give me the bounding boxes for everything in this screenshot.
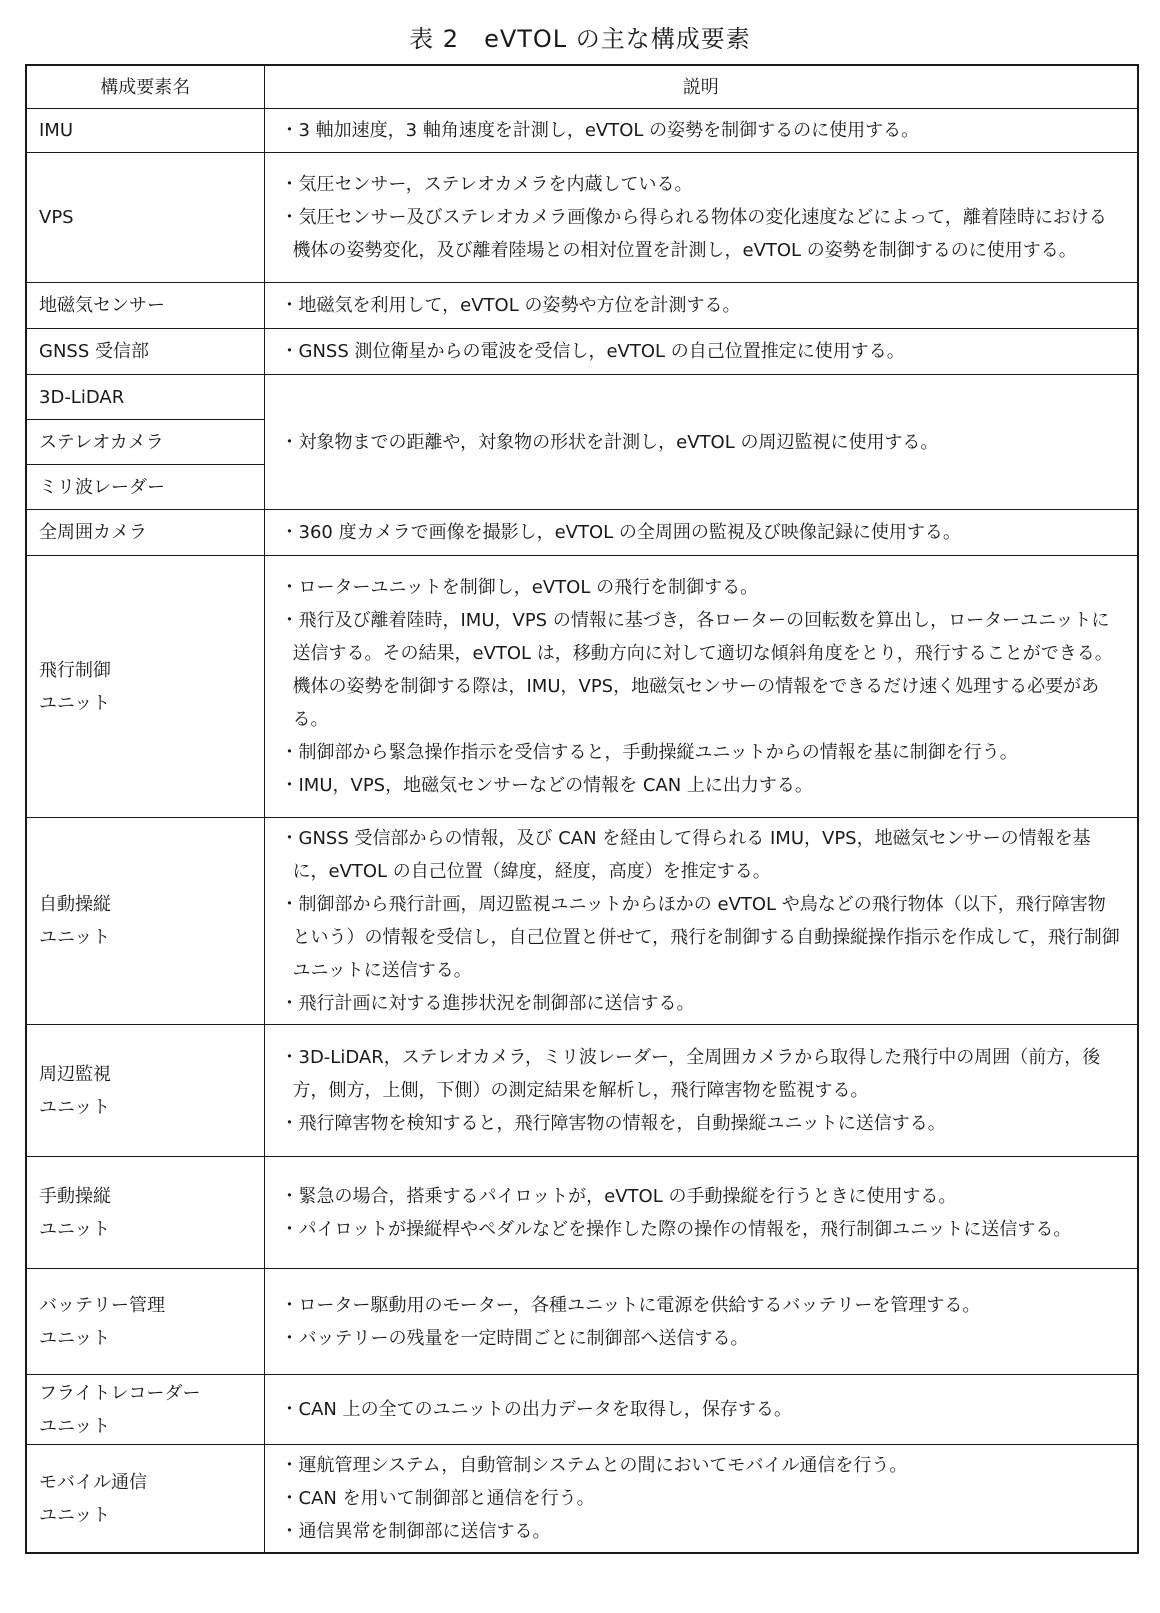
table-row — [26, 283, 1138, 329]
component-description — [264, 510, 1138, 556]
description-item: ・IMU，VPS，地磁気センサーなどの情報を CAN 上に出力する。 — [280, 775, 813, 796]
table-row — [26, 818, 1138, 1025]
description-item: ・ローター駆動用のモーター，各種ユニットに電源を供給するバッテリーを管理する。 — [280, 1294, 981, 1316]
component-name: ミリ波レーダー — [26, 465, 264, 510]
description-item: ・GNSS 測位衛星からの電波を受信し，eVTOL の自己位置推定に使用する。 — [280, 341, 905, 362]
component-description — [264, 329, 1138, 375]
table-row — [26, 556, 1138, 818]
description-item: ・通信異常を制御部に送信する。 — [280, 1521, 551, 1542]
component-description — [264, 1157, 1138, 1269]
component-name: 周辺監視 ユニット — [26, 1025, 264, 1157]
description-item: ・緊急の場合，搭乗するパイロットが，eVTOL の手動操縦を行うときに使用する。 — [280, 1185, 957, 1207]
component-description — [264, 1375, 1138, 1445]
description-item: ・3D-LiDAR，ステレオカメラ，ミリ波レーダー，全周囲カメラから取得した飛行中の周囲（前方，後方，側方，上側，下側）の測定結果を解析し，飛行障害物を監視する。 — [280, 1047, 1101, 1101]
description-item: ・制御部から緊急操作指示を受信すると，手動操縦ユニットからの情報を基に制御を行う。 — [280, 742, 1018, 763]
component-name: 地磁気センサー — [26, 283, 264, 329]
page-title: 表 2 eVTOL の主な構成要素 — [409, 25, 751, 53]
component-name: バッテリー管理 ユニット — [26, 1269, 264, 1375]
description-item: ・気圧センサー，ステレオカメラを内蔵している。 — [280, 174, 693, 195]
header-description: 説明 — [264, 65, 1138, 109]
component-description — [264, 818, 1138, 1025]
description-item: ・パイロットが操縦桿やペダルなどを操作した際の操作の情報を，飛行制御ユニットに送信する。 — [280, 1218, 1072, 1240]
component-name: VPS — [26, 153, 264, 283]
description-item: ・バッテリーの残量を一定時間ごとに制御部へ送信する。 — [280, 1327, 749, 1349]
component-name: モバイル通信 ユニット — [26, 1445, 264, 1554]
table-row — [26, 1157, 1138, 1269]
description-item: ・対象物までの距離や，対象物の形状を計測し，eVTOL の周辺監視に使用する。 — [280, 431, 939, 453]
component-name: 手動操縦 ユニット — [26, 1157, 264, 1269]
component-name: 飛行制御 ユニット — [26, 556, 264, 818]
description-item: ・制御部から飛行計画，周辺監視ユニットからほかの eVTOL や鳥などの飛行物体（以下，飛行障害物という）の情報を受信し，自己位置と併せて，飛行を制御する自動操縦操作指示を作成して，飛行制御ユニットに送信する。 — [280, 894, 1120, 981]
table-row — [26, 510, 1138, 556]
component-name: GNSS 受信部 — [26, 329, 264, 375]
description-item: ・CAN を用いて制御部と通信を行う。 — [280, 1488, 595, 1509]
component-description — [264, 1445, 1138, 1554]
description-item: ・GNSS 受信部からの情報，及び CAN を経由して得られる IMU，VPS，地磁気センサーの情報を基に，eVTOL の自己位置（緯度，経度，高度）を推定する。 — [280, 828, 1091, 882]
component-name: ステレオカメラ — [26, 420, 264, 465]
description-item: ・飛行障害物を検知すると，飛行障害物の情報を，自動操縦ユニットに送信する。 — [280, 1113, 946, 1134]
table-row — [26, 375, 1138, 420]
table-row — [26, 153, 1138, 283]
component-description — [264, 1025, 1138, 1157]
table-row — [26, 1269, 1138, 1375]
component-name: IMU — [26, 109, 264, 153]
component-name: 自動操縦 ユニット — [26, 818, 264, 1025]
description-item: ・飛行計画に対する進捗状況を制御部に送信する。 — [280, 993, 695, 1014]
description-item: ・360 度カメラで画像を撮影し，eVTOL の全周囲の監視及び映像記録に使用する。 — [280, 522, 961, 543]
component-description — [264, 556, 1138, 818]
description-item: ・地磁気を利用して，eVTOL の姿勢や方位を計測する。 — [280, 295, 741, 316]
description-item: ・運航管理システム，自動管制システムとの間においてモバイル通信を行う。 — [280, 1455, 908, 1476]
table-row — [26, 1375, 1138, 1445]
description-item: ・CAN 上の全てのユニットの出力データを取得し，保存する。 — [280, 1399, 792, 1420]
component-description — [264, 109, 1138, 153]
table-row — [26, 1025, 1138, 1157]
component-name: 全周囲カメラ — [26, 510, 264, 556]
component-name: フライトレコーダー ユニット — [26, 1375, 264, 1445]
table-row — [26, 109, 1138, 153]
description-item: ・気圧センサー及びステレオカメラ画像から得られる物体の変化速度などによって，離着陸時における機体の姿勢変化，及び離着陸場との相対位置を計測し，eVTOL の姿勢を制御するのに使用する。 — [280, 207, 1107, 261]
description-item: ・飛行及び離着陸時，IMU，VPS の情報に基づき，各ローターの回転数を算出し，ローターユニットに送信する。その結果，eVTOL は，移動方向に対して適切な傾斜角度をとり，飛行することができる。機体の姿勢を制御する際は，IMU，VPS，地磁気センサーの情報をできるだけ速く処理する必要がある。 — [280, 610, 1113, 730]
description-item: ・ローターユニットを制御し，eVTOL の飛行を制御する。 — [280, 577, 759, 598]
components-table — [25, 64, 1139, 1554]
component-description — [264, 283, 1138, 329]
component-description — [264, 153, 1138, 283]
table-row — [26, 1445, 1138, 1554]
component-description — [264, 1269, 1138, 1375]
component-name: 3D-LiDAR — [26, 375, 264, 420]
table-row — [26, 329, 1138, 375]
header-component-name: 構成要素名 — [26, 65, 264, 109]
component-description — [264, 375, 1138, 510]
table-header-row — [26, 65, 1138, 109]
description-item: ・3 軸加速度，3 軸角速度を計測し，eVTOL の姿勢を制御するのに使用する。 — [280, 120, 920, 141]
